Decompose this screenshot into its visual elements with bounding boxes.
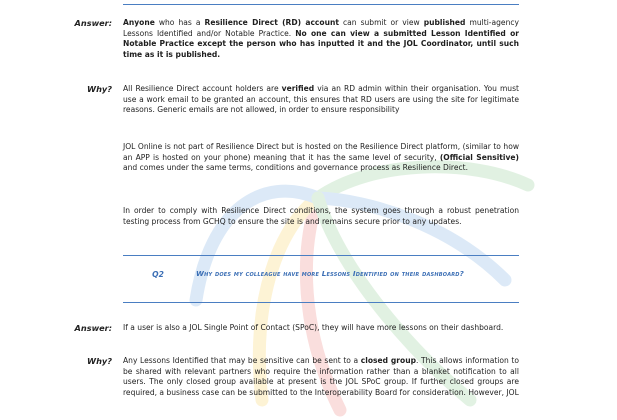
q1-answer-label: Answer: xyxy=(74,18,112,28)
q2-answer-label: Answer: xyxy=(74,323,112,333)
q1-why-paragraph-2: JOL Online is not part of Resilience Direct but is hosted on the Resilience Direct platform, (similar to how an APP is hosted on your phone) meaning that it has the same level of security, (Official Sensitive) and comes under the same terms, conditions and governance process as Resilience Direct. xyxy=(123,142,519,173)
q1-why-paragraph-3: In order to comply with Resilience Direct conditions, the system goes through a robust penetration testing process from GCHQ to ensure the site is and remains secure prior to any updates. xyxy=(123,206,519,226)
q2-answer-text: If a user is also a JOL Single Point of Contact (SPoC), they will have more lessons on their dashboard. xyxy=(123,323,504,332)
q1-why-paragraph-1: All Resilience Direct account holders are verified via an RD admin within their organisation. You must use a work email to be granted an account, this ensures that RD users are using the site for legitimate reasons. Generic emails are not allowed, in order to ensure responsibility xyxy=(123,84,519,115)
q1-why-label: Why? xyxy=(87,84,112,94)
question-rule-top xyxy=(123,255,519,256)
q1-answer-text: Anyone who has a Resilience Direct (RD) account can submit or view published multi-agency Lessons Identified and/or Notable Practice. No one can view a submitted Lesson Identified or Notable Practice except the person who has inputted it and the JOL Coordinator, until such time as it is published. xyxy=(123,18,519,59)
q2-why-label: Why? xyxy=(87,356,112,366)
q2-question-title: Why does my colleague have more Lessons Identified on their dashboard? xyxy=(195,269,465,278)
q2-number: Q2 xyxy=(152,270,164,279)
question-rule-bottom xyxy=(123,302,519,303)
q2-why-text: Any Lessons Identified that may be sensitive can be sent to a closed group. This allows information to be shared with relevant partners who require the information rather than a blanket notification to all users. The only closed group available at present is the JOL SPoC group. If further closed groups are required, a business case can be submitted to the Interoperability Board for consideration. However, JOL xyxy=(123,356,519,397)
section-divider-top xyxy=(123,4,519,5)
